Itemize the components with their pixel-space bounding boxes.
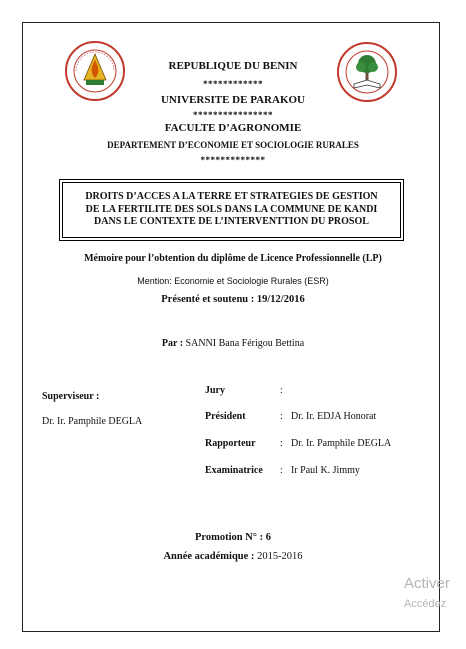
- jury-member-name: Dr. Ir. Pamphile DEGLA: [291, 438, 392, 449]
- jury-member-name: Ir Paul K. Jimmy: [291, 465, 360, 476]
- thesis-title-line: DANS LE CONTEXTE DE L’INTERVENTTION DU PROSOL: [94, 216, 369, 228]
- memoire-purpose: Mémoire pour l’obtention du diplôme de Licence Professionnelle (LP): [84, 253, 382, 264]
- jury-separator: :: [280, 465, 283, 476]
- presented-date: Présenté et soutenu : 19/12/2016: [161, 294, 305, 305]
- separator-stars: ************: [203, 79, 263, 89]
- jury-role: Examinatrice: [205, 465, 263, 476]
- department-heading: DEPARTEMENT D’ECONOMIE ET SOCIOLOGIE RURALES: [107, 140, 359, 150]
- jury-role: Président: [205, 411, 246, 422]
- author-name: SANNI Bana Férigou Bettina: [185, 338, 305, 349]
- author-line: [0, 338, 466, 349]
- academic-year: [0, 551, 466, 562]
- separator-stars: ****************: [193, 110, 273, 120]
- university-heading: UNIVERSITE DE PARAKOU: [160, 94, 306, 106]
- jury-role: Jury: [205, 385, 225, 396]
- jury-role: Rapporteur: [205, 438, 256, 449]
- windows-activation-watermark-sub: Accédez: [404, 598, 447, 610]
- promotion-number: Promotion N° : 6: [194, 532, 272, 543]
- separator-stars: *************: [200, 155, 266, 165]
- academic-year-value: 2015-2016: [257, 551, 303, 562]
- windows-activation-watermark: Activer: [404, 575, 450, 592]
- republic-heading: REPUBLIQUE DU BENIN: [168, 60, 298, 72]
- jury-separator: :: [280, 438, 283, 449]
- jury-separator: :: [280, 385, 283, 396]
- jury-member-name: Dr. Ir. EDJA Honorat: [291, 411, 377, 422]
- thesis-title-line: DE LA FERTILITE DES SOLS DANS LA COMMUNE DE KANDI: [85, 203, 378, 215]
- supervisor-label: Superviseur :: [42, 391, 100, 402]
- thesis-title-line: DROITS D’ACCES A LA TERRE ET STRATEGIES DE GESTION: [85, 191, 378, 203]
- author-prefix: Par :: [161, 338, 186, 349]
- faculty-heading: FACULTE D’AGRONOMIE: [164, 122, 302, 134]
- academic-year-label: Année académique :: [163, 551, 258, 562]
- mention-line: Mention: Economie et Sociologie Rurales (ESR): [137, 276, 329, 286]
- supervisor-name: Dr. Ir. Pamphile DEGLA: [42, 416, 143, 427]
- jury-separator: :: [280, 411, 283, 422]
- thesis-title-box: [62, 182, 401, 238]
